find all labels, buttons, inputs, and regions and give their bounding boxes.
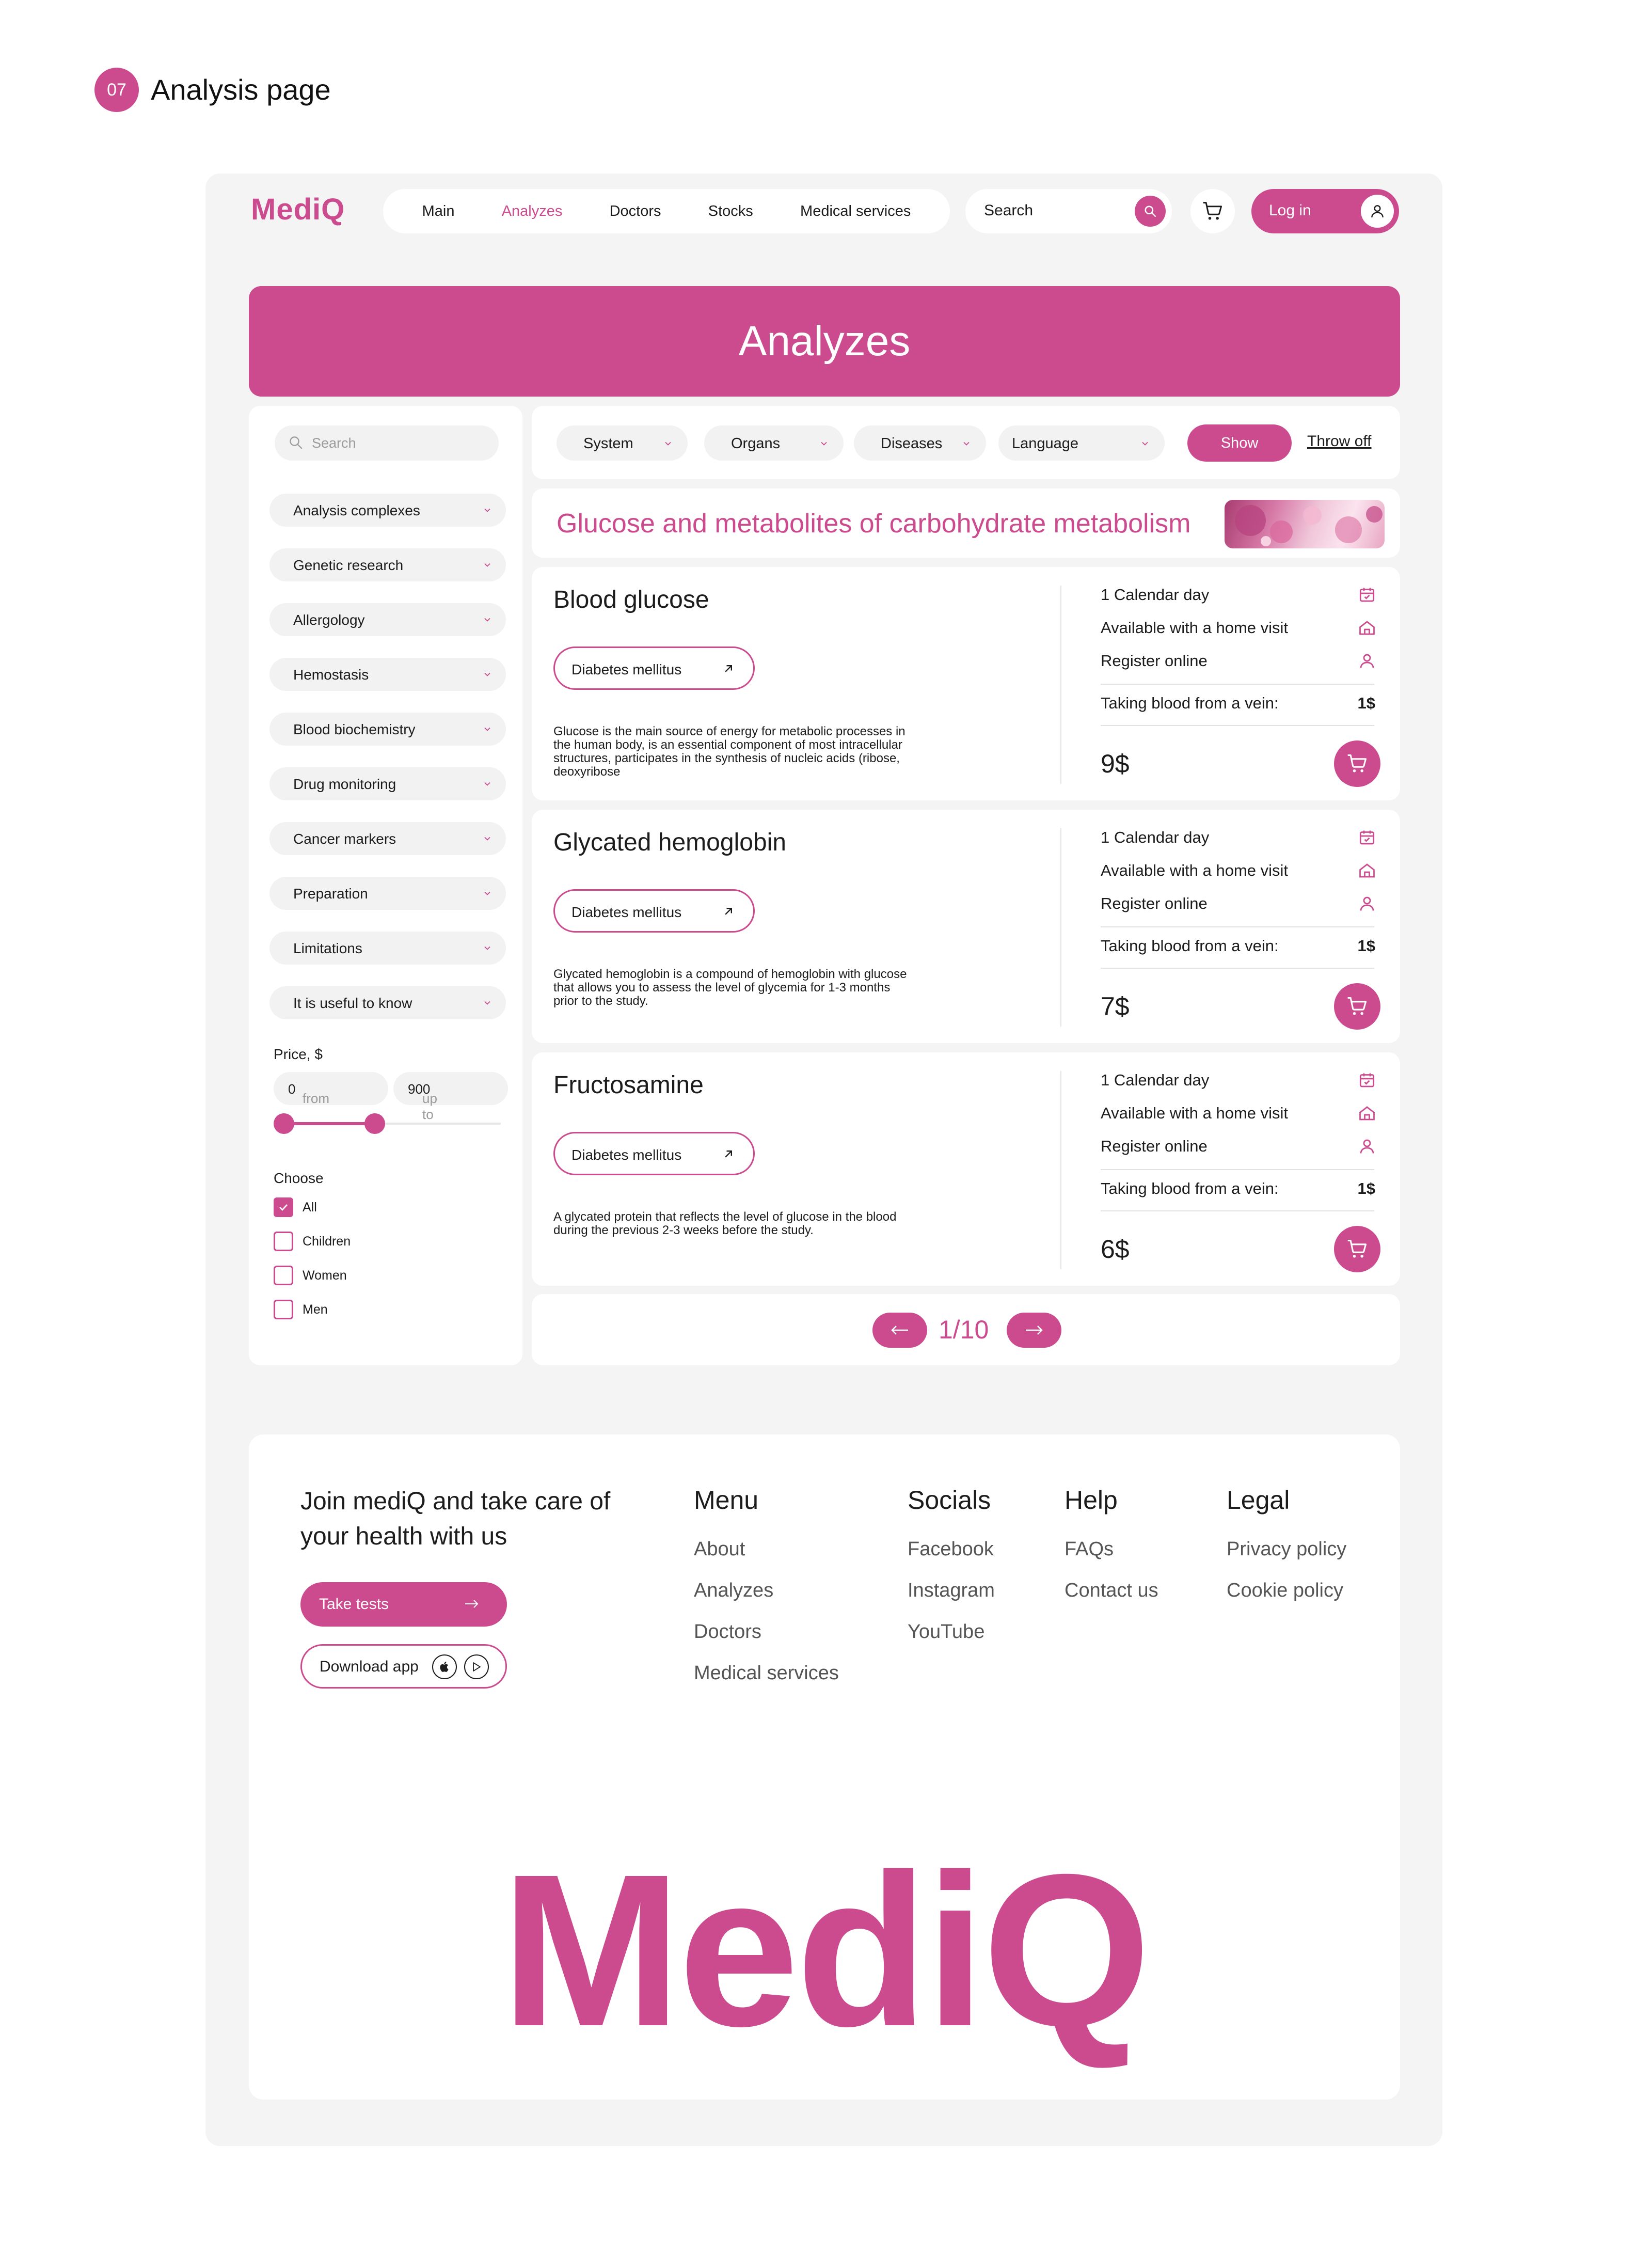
checkbox-box[interactable] — [274, 1232, 293, 1251]
category-label: Drug monitoring — [293, 776, 396, 792]
price-to-value: 900 — [408, 1081, 431, 1097]
apple-glyph — [438, 1660, 451, 1674]
footer-link-cookie-policy[interactable]: Cookie policy — [1227, 1580, 1343, 1601]
card-divider — [1060, 586, 1061, 784]
footer-heading: Menu — [694, 1486, 759, 1515]
next-page-button[interactable] — [1007, 1313, 1061, 1348]
nav-item-doctors[interactable]: Doctors — [609, 202, 661, 219]
blood-cells-illustration — [1225, 500, 1385, 548]
chevron-down-icon — [1140, 438, 1150, 449]
user-icon — [1358, 1137, 1376, 1156]
price-label: Price, $ — [274, 1046, 323, 1062]
choose-label: Choose — [274, 1170, 324, 1186]
user-icon — [1358, 652, 1376, 670]
category-label: Analysis complexes — [293, 502, 420, 518]
footer-menu-column — [694, 1485, 839, 1694]
price-to-prefix: up to — [422, 1091, 437, 1122]
filter-system-dropdown[interactable] — [557, 425, 688, 461]
price-to-input[interactable] — [393, 1072, 508, 1122]
home-visit-text: Available with a home visit — [1101, 861, 1288, 879]
download-app-label: Download app — [320, 1658, 419, 1675]
checkbox-box[interactable] — [274, 1300, 293, 1319]
filter-bar — [532, 406, 1400, 479]
calendar-icon — [1358, 828, 1376, 847]
arrow-up-right-icon — [721, 661, 736, 676]
nav-item-main[interactable]: Main — [422, 202, 455, 219]
add-to-cart-button[interactable] — [1334, 983, 1380, 1030]
price-from-prefix: from — [303, 1091, 329, 1106]
sidebar-category-allergology[interactable] — [269, 603, 506, 636]
category-label: Limitations — [293, 940, 362, 956]
reset-filters-link[interactable]: Throw off — [1307, 433, 1372, 450]
footer-link-youtube[interactable]: YouTube — [908, 1621, 985, 1643]
tag-label: Diabetes mellitus — [571, 661, 682, 677]
pagination — [532, 1294, 1400, 1365]
disease-tag-button[interactable] — [553, 1132, 755, 1175]
category-label: Cancer markers — [293, 831, 396, 847]
slide-title: Analysis page — [151, 73, 331, 106]
tag-label: Diabetes mellitus — [571, 904, 682, 920]
dropdown-label: Organs — [731, 435, 781, 452]
card-divider — [1060, 1071, 1061, 1269]
chevron-down-icon — [482, 669, 493, 680]
page-indicator: 1/10 — [939, 1315, 989, 1344]
page-banner — [249, 286, 1400, 397]
meta-divider — [1101, 684, 1374, 685]
sidebar-category-hemostasis[interactable] — [269, 658, 506, 691]
prev-page-button[interactable] — [872, 1313, 927, 1348]
dropdown-label: Language — [1012, 435, 1079, 452]
footer-link-medical-services[interactable]: Medical services — [694, 1662, 839, 1684]
filter-sidebar — [249, 406, 522, 1365]
download-app-button[interactable] — [300, 1644, 507, 1689]
fee-value: 1$ — [1357, 694, 1375, 712]
home-visit-text: Available with a home visit — [1101, 1104, 1288, 1122]
checkbox-box[interactable] — [274, 1197, 293, 1217]
search-button[interactable] — [1135, 196, 1166, 227]
disease-tag-button[interactable] — [553, 889, 755, 933]
card-divider — [1060, 828, 1061, 1027]
take-tests-button[interactable] — [300, 1582, 507, 1627]
search-icon — [1143, 204, 1157, 218]
checkbox-women[interactable] — [274, 1265, 347, 1286]
play-glyph — [470, 1661, 483, 1673]
register-online-link[interactable]: Register online — [1101, 652, 1208, 670]
header-search-input[interactable] — [965, 189, 1172, 233]
arrow-right-icon — [464, 1597, 480, 1611]
analysis-name[interactable]: Fructosamine — [553, 1071, 704, 1099]
chevron-down-icon — [663, 438, 673, 449]
footer-link-facebook[interactable]: Facebook — [908, 1538, 994, 1560]
checkbox-all[interactable] — [274, 1197, 317, 1218]
dropdown-label: System — [583, 435, 633, 452]
user-icon — [1369, 203, 1386, 219]
cart-icon — [1346, 752, 1369, 775]
check-icon — [277, 1201, 290, 1213]
checkbox-label: Men — [303, 1302, 328, 1317]
footer-heading: Socials — [908, 1486, 991, 1515]
checkbox-label: All — [303, 1200, 317, 1215]
footer-legal-column — [1227, 1485, 1346, 1611]
footer-link-analyzes[interactable]: Analyzes — [694, 1580, 774, 1601]
fee-value: 1$ — [1357, 937, 1375, 955]
price-slider-range — [284, 1122, 375, 1125]
nav-item-analyzes[interactable]: Analyzes — [501, 202, 563, 219]
fee-label: Taking blood from a vein: — [1101, 937, 1279, 955]
category-title: Glucose and metabolites of carbohydrate metabolism — [557, 509, 1191, 539]
sidebar-category-limitations[interactable] — [269, 932, 506, 965]
filter-diseases-dropdown[interactable] — [854, 425, 986, 461]
disease-tag-button[interactable] — [553, 646, 755, 690]
price-from-value: 0 — [288, 1081, 296, 1097]
term-text: 1 Calendar day — [1101, 828, 1210, 846]
home-visit-text: Available with a home visit — [1101, 619, 1288, 637]
register-online-link[interactable]: Register online — [1101, 894, 1208, 912]
chevron-down-icon — [482, 943, 493, 953]
header-cart-button[interactable] — [1190, 189, 1235, 233]
term-text: 1 Calendar day — [1101, 1071, 1210, 1089]
category-label: Hemostasis — [293, 667, 369, 683]
price-slider-max-handle[interactable] — [364, 1113, 385, 1134]
dropdown-label: Diseases — [881, 435, 943, 452]
analysis-name[interactable]: Blood glucose — [553, 586, 709, 613]
show-button[interactable]: Show — [1187, 424, 1292, 462]
footer — [249, 1434, 1400, 2100]
apple-icon[interactable] — [432, 1654, 457, 1679]
calendar-icon — [1358, 586, 1376, 604]
price-from-input[interactable] — [274, 1072, 388, 1105]
page-title: Analyzes — [738, 318, 911, 365]
meta-divider — [1101, 1210, 1374, 1211]
footer-link-privacy-policy[interactable]: Privacy policy — [1227, 1538, 1347, 1560]
footer-socials-column — [908, 1485, 995, 1652]
checkbox-children[interactable] — [274, 1231, 351, 1252]
analysis-card — [532, 1052, 1400, 1286]
slide-number-badge: 07 — [94, 68, 139, 112]
arrow-left-icon — [889, 1324, 910, 1336]
sidebar-search-input[interactable] — [275, 425, 499, 461]
login-label: Log in — [1269, 202, 1311, 219]
sidebar-category-genetic-research[interactable] — [269, 548, 506, 581]
chevron-down-icon — [482, 724, 493, 734]
meta-divider — [1101, 725, 1374, 726]
take-tests-label: Take tests — [319, 1596, 389, 1613]
login-button[interactable] — [1251, 189, 1399, 233]
chevron-down-icon — [482, 833, 493, 844]
chevron-down-icon — [482, 998, 493, 1008]
add-to-cart-button[interactable] — [1334, 1226, 1380, 1272]
checkbox-label: Women — [303, 1268, 347, 1283]
category-label: Preparation — [293, 886, 368, 902]
chevron-down-icon — [482, 505, 493, 515]
register-online-link[interactable]: Register online — [1101, 1137, 1208, 1155]
add-to-cart-button[interactable] — [1334, 740, 1380, 787]
analysis-description: Glucose is the main source of energy for metabolic processes in the human body, is an essential component of most intracellular structures, participates in the synthesis of nucleic acids (ribose, deoxyribose — [553, 724, 906, 779]
home-icon — [1358, 861, 1376, 880]
footer-link-doctors[interactable]: Doctors — [694, 1621, 761, 1643]
chevron-down-icon — [819, 438, 829, 449]
home-icon — [1358, 1104, 1376, 1123]
analysis-price: 6$ — [1101, 1235, 1130, 1264]
fee-value: 1$ — [1357, 1179, 1375, 1197]
sidebar-category-cancer-markers[interactable] — [269, 822, 506, 855]
sidebar-category-preparation[interactable] — [269, 877, 506, 910]
footer-link-instagram[interactable]: Instagram — [908, 1580, 995, 1601]
cart-icon — [1346, 1238, 1369, 1260]
arrow-up-right-icon — [721, 1147, 736, 1161]
analysis-card — [532, 810, 1400, 1043]
fee-label: Taking blood from a vein: — [1101, 1179, 1279, 1197]
analysis-name[interactable]: Glycated hemoglobin — [553, 829, 786, 856]
footer-link-contact-us[interactable]: Contact us — [1065, 1580, 1158, 1601]
footer-link-about[interactable]: About — [694, 1538, 745, 1560]
chevron-down-icon — [482, 888, 493, 898]
nav-item-stocks[interactable]: Stocks — [708, 202, 753, 219]
user-icon — [1358, 894, 1376, 913]
chevron-down-icon — [961, 438, 972, 449]
sidebar-category-drug-monitoring[interactable] — [269, 767, 506, 800]
category-label: Allergology — [293, 612, 365, 628]
price-slider-min-handle[interactable] — [274, 1113, 294, 1134]
category-header — [532, 488, 1400, 558]
arrow-up-right-icon — [721, 904, 736, 919]
term-text: 1 Calendar day — [1101, 586, 1210, 604]
footer-link-faqs[interactable]: FAQs — [1065, 1538, 1114, 1560]
footer-heading: Help — [1065, 1486, 1118, 1515]
nav-item-medical-services[interactable]: Medical services — [800, 202, 911, 219]
checkbox-box[interactable] — [274, 1266, 293, 1285]
checkbox-label: Children — [303, 1234, 351, 1249]
filter-language-dropdown[interactable] — [998, 425, 1165, 461]
meta-divider — [1101, 926, 1374, 927]
analysis-price: 7$ — [1101, 992, 1130, 1021]
sidebar-category-blood-biochemistry[interactable] — [269, 713, 506, 746]
filter-organs-dropdown[interactable] — [704, 425, 844, 461]
sidebar-category-analysis-complexes[interactable] — [269, 494, 506, 527]
cart-icon — [1346, 995, 1369, 1018]
chevron-down-icon — [482, 614, 493, 625]
calendar-icon — [1358, 1071, 1376, 1090]
footer-help-column — [1065, 1485, 1158, 1611]
category-image — [1225, 500, 1385, 548]
sidebar-search-placeholder: Search — [312, 435, 356, 451]
sidebar-category-useful-to-know[interactable] — [269, 986, 506, 1019]
category-label: Blood biochemistry — [293, 721, 416, 737]
cart-icon — [1201, 200, 1224, 223]
google-play-icon[interactable] — [464, 1654, 489, 1679]
header-search-placeholder: Search — [984, 202, 1034, 219]
meta-divider — [1101, 968, 1374, 969]
fee-label: Taking blood from a vein: — [1101, 694, 1279, 712]
tag-label: Diabetes mellitus — [571, 1147, 682, 1163]
home-icon — [1358, 619, 1376, 637]
analysis-card — [532, 567, 1400, 800]
analysis-price: 9$ — [1101, 749, 1130, 778]
footer-big-logo: MediQ — [501, 1830, 1148, 2072]
analysis-description: A glycated protein that reflects the level of glucose in the blood during the previous 2-3 weeks before the study. — [553, 1210, 897, 1237]
footer-tagline: Join mediQ and take care of your health with us — [300, 1488, 611, 1550]
main-nav — [383, 189, 950, 233]
category-label: It is useful to know — [293, 995, 412, 1011]
meta-divider — [1101, 1169, 1374, 1170]
checkbox-men[interactable] — [274, 1299, 328, 1320]
category-label: Genetic research — [293, 557, 404, 573]
search-icon — [288, 435, 304, 450]
chevron-down-icon — [482, 779, 493, 789]
arrow-right-icon — [1024, 1324, 1044, 1336]
chevron-down-icon — [482, 560, 493, 570]
user-avatar — [1361, 195, 1394, 228]
logo[interactable]: MediQ — [251, 193, 345, 226]
analysis-description: Glycated hemoglobin is a compound of hemoglobin with glucose that allows you to assess the level of glycemia for 1-3 months prior to the study. — [553, 967, 907, 1008]
footer-heading: Legal — [1227, 1486, 1290, 1515]
